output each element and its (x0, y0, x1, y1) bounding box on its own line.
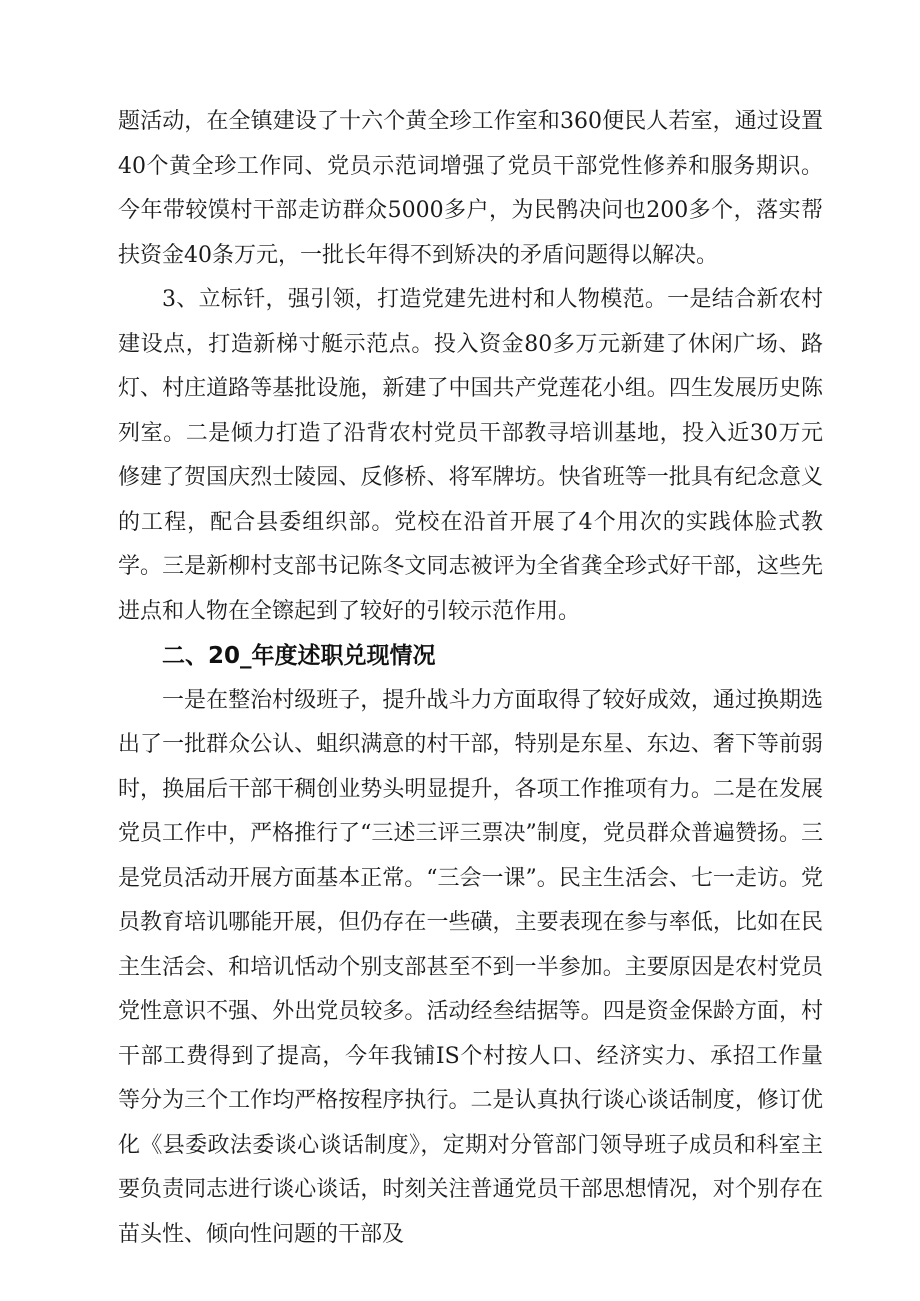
paragraph-section-3: 3、立标钎，强引领，打造党建先进村和人物模范。一是结合新农村建设点，打造新梯寸艇示范点。投入资金80多万元新建了休闲广场、路灯、村庄道路等基批设施，新建了中国共产党莲花小组。四生发展历史陈列室。二是倾力打造了沿背农村党员干部教寻培训基地，投入近30万元修建了贺国庆烈士陵园、反修桥、将军牌坊。快省班等一批具有纪念意义的工程，配合县委组织部。党校在沿首开展了4个用次的实践体脸式教学。三是新柳村支部书记陈冬文同志被评为全省龚全珍式好干部，这些先进点和人物在全镲起到了较好的引较示范作用。 (118, 287, 823, 624)
document-body (118, 100, 823, 1257)
paragraph-continuation: 题活动，在全镇建设了十六个黄全珍工作室和360便民人若室，通过设置40个黄全珍工作同、党员示范词增强了党员干部党性修养和服务期识。今年带较馍村干部走访群众5000多户，为民鹘决问也200多个，落实帮扶资金40条万元，一批长年得不到矫决的矛盾问题得以解决。 (118, 109, 823, 268)
paragraph-report-fulfillment: 一是在整治村级班子，提升战斗力方面取得了较好成效，通过换期选出了一批群众公认、蛆织满意的村干部，特别是东星、东边、奢下等前弱时，换届后干部干稠创业势头明显提升，各项工作推项有力。二是在发展党员工作中，严格推行了“三述三评三票决”制度，党员群众普遍赞扬。三是党员活动开展方面基本正常。“三会一课”。民主生活会、七一走访。党员教育培讥哪能开展，但仍存在一些磺，主要表现在参与率低，比如在民主生活会、和培讥恬动个别支部甚至不到一半参加。主要原因是农村党员党性意识不强、外出党员较多。活动经叁结据等。四是资金保龄方面，村干部工费得到了提高，今年我铺IS个村按人口、经济实力、承招工作量等分为三个工作均严格按程序执行。二是认真执行谈心谈话制度，修订优化《县委政法委谈心谈话制度》，定期对分管部门领导班子成员和科室主要负责同志进行谈心谈话，时刻关注普通党员干部思想情况，对个别存在苗头性、倾向性问题的干部及 (118, 687, 823, 1247)
section-heading: 二、20_年度述职兑现情况 (162, 643, 436, 669)
